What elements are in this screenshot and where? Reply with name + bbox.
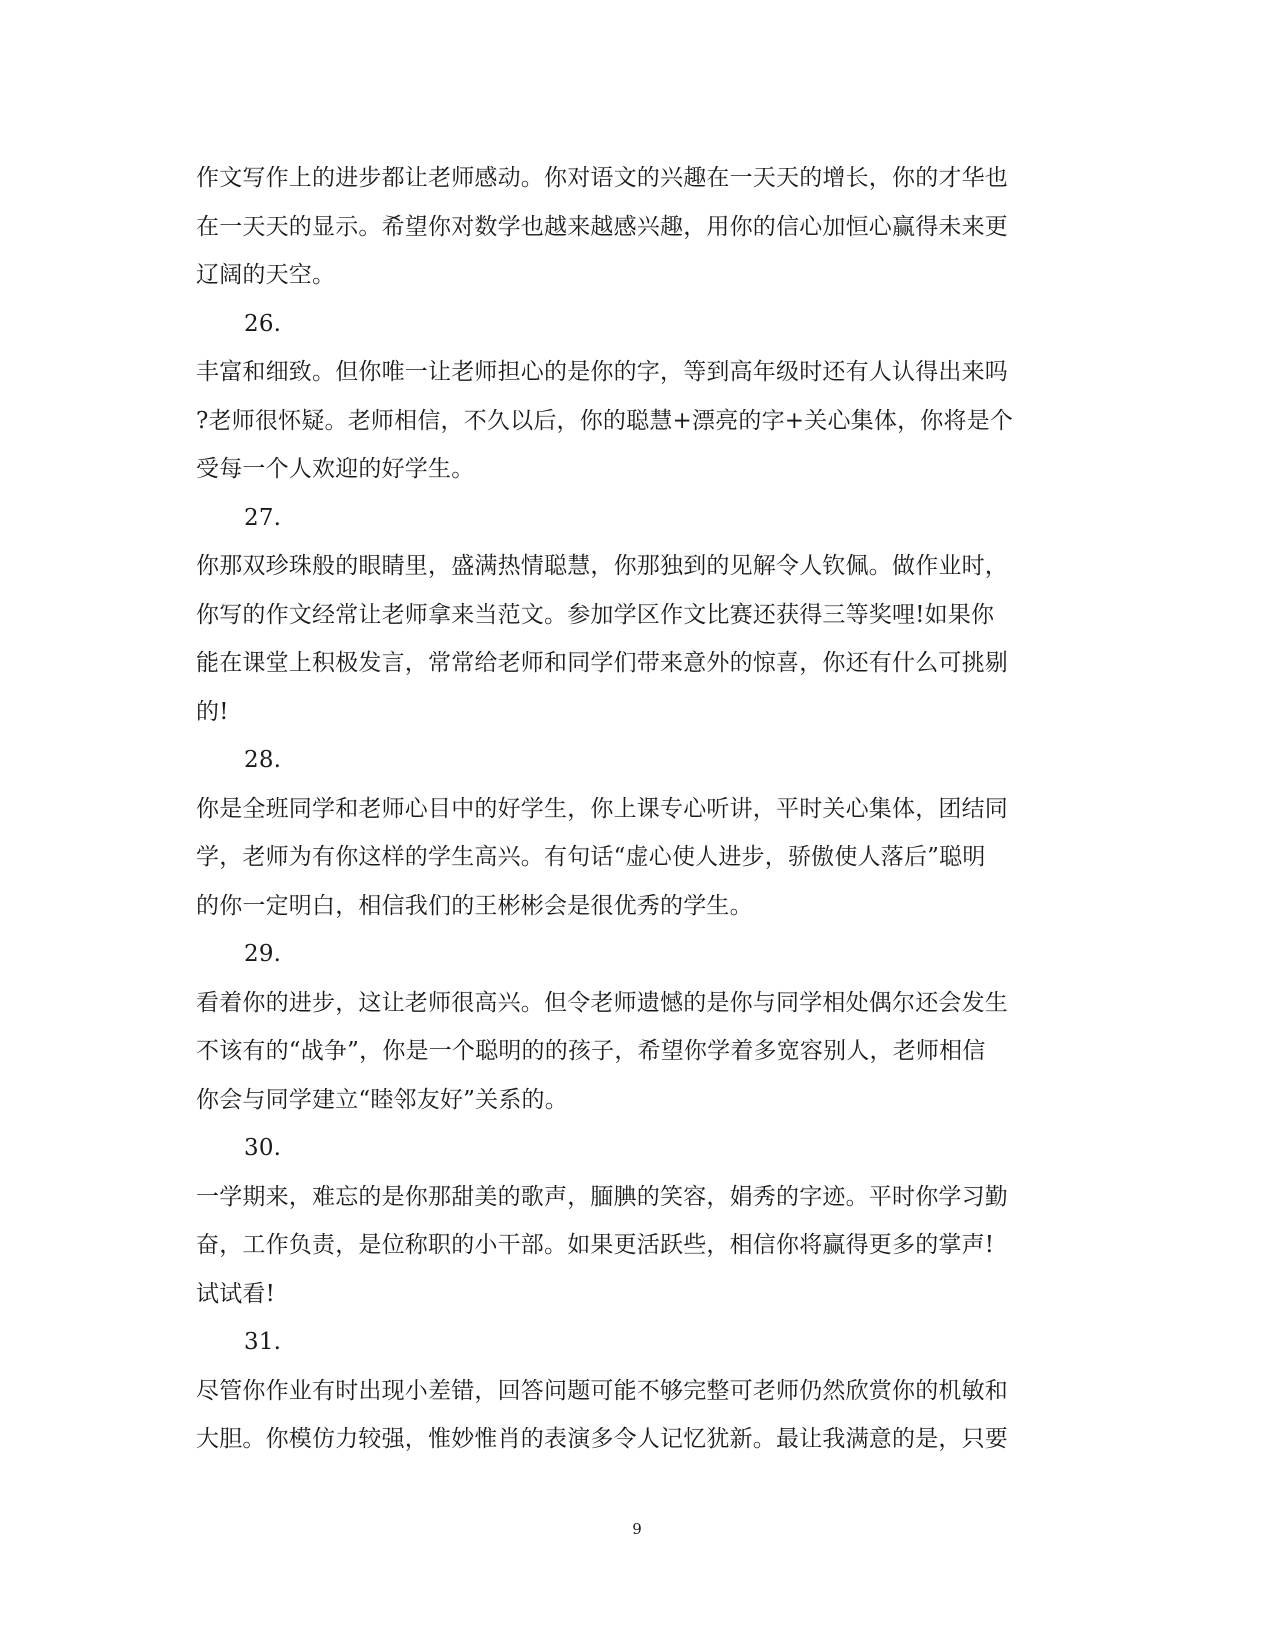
text-line: 你那双珍珠般的眼睛里，盛满热情聪慧，你那独到的见解令人钦佩。做作业时，: [196, 553, 1008, 579]
text-line: 的!: [196, 698, 229, 725]
text-line: 在一天天的显示。希望你对数学也越来越感兴趣，用你的信心加恒心赢得未来更: [196, 213, 1008, 240]
text-line: 你是全班同学和老师心目中的好学生，你上课专心听讲，平时关心集体，团结同: [196, 795, 1008, 822]
item-number: 27.: [244, 504, 282, 531]
text-line: 尽管你作业有时出现小差错，回答问题可能不够完整可老师仍然欣赏你的机敏和: [196, 1377, 1008, 1404]
text-line: 丰富和细致。但你唯一让老师担心的是你的字，等到高年级时还有人认得出来吗: [196, 359, 1008, 385]
document-body: [196, 154, 1076, 1464]
text-line: 的你一定明白，相信我们的王彬彬会是很优秀的学生。: [196, 892, 753, 919]
text-line: ?老师很怀疑。老师相信，不久以后，你的聪慧+漂亮的字+关心集体，你将是个: [196, 407, 1014, 434]
text-line: 试试看!: [196, 1280, 276, 1307]
text-line: 作文写作上的进步都让老师感动。你对语文的兴趣在一天天的增长，你的才华也: [196, 165, 1008, 191]
item-number: 28.: [244, 747, 282, 773]
text-line: 能在课堂上积极发言，常常给老师和同学们带来意外的惊喜，你还有什么可挑剔: [196, 650, 1008, 676]
text-line: 辽阔的天空。: [196, 262, 336, 288]
text-line: 一学期来，难忘的是你那甜美的歌声，腼腆的笑容，娟秀的字迹。平时你学习勤: [196, 1183, 1008, 1210]
item-number: 31.: [244, 1329, 282, 1355]
page-number: 9: [632, 1520, 642, 1538]
text-line: 大胆。你模仿力较强，惟妙惟肖的表演多令人记忆犹新。最让我满意的是，只要: [196, 1426, 1008, 1452]
text-line: 不该有的“战争”，你是一个聪明的的孩子，希望你学着多宽容别人，老师相信: [196, 1038, 986, 1064]
text-line: 奋，工作负责，是位称职的小干部。如果更活跃些，相信你将赢得更多的掌声!: [196, 1232, 995, 1258]
item-number: 29.: [244, 941, 282, 967]
text-line: 你写的作文经常让老师拿来当范文。参加学区作文比赛还获得三等奖哩!如果你: [196, 601, 995, 628]
text-line: 受每一个人欢迎的好学生。: [196, 456, 475, 482]
item-number: 26.: [244, 310, 282, 337]
text-line: 看着你的进步，这让老师很高兴。但令老师遗憾的是你与同学相处偶尔还会发生: [196, 989, 1008, 1016]
item-number: 30.: [244, 1135, 282, 1161]
text-line: 学，老师为有你这样的学生高兴。有句话“虚心使人进步，骄傲使人落后”聪明: [196, 844, 986, 870]
text-line: 你会与同学建立“睦邻友好”关系的。: [196, 1086, 568, 1113]
